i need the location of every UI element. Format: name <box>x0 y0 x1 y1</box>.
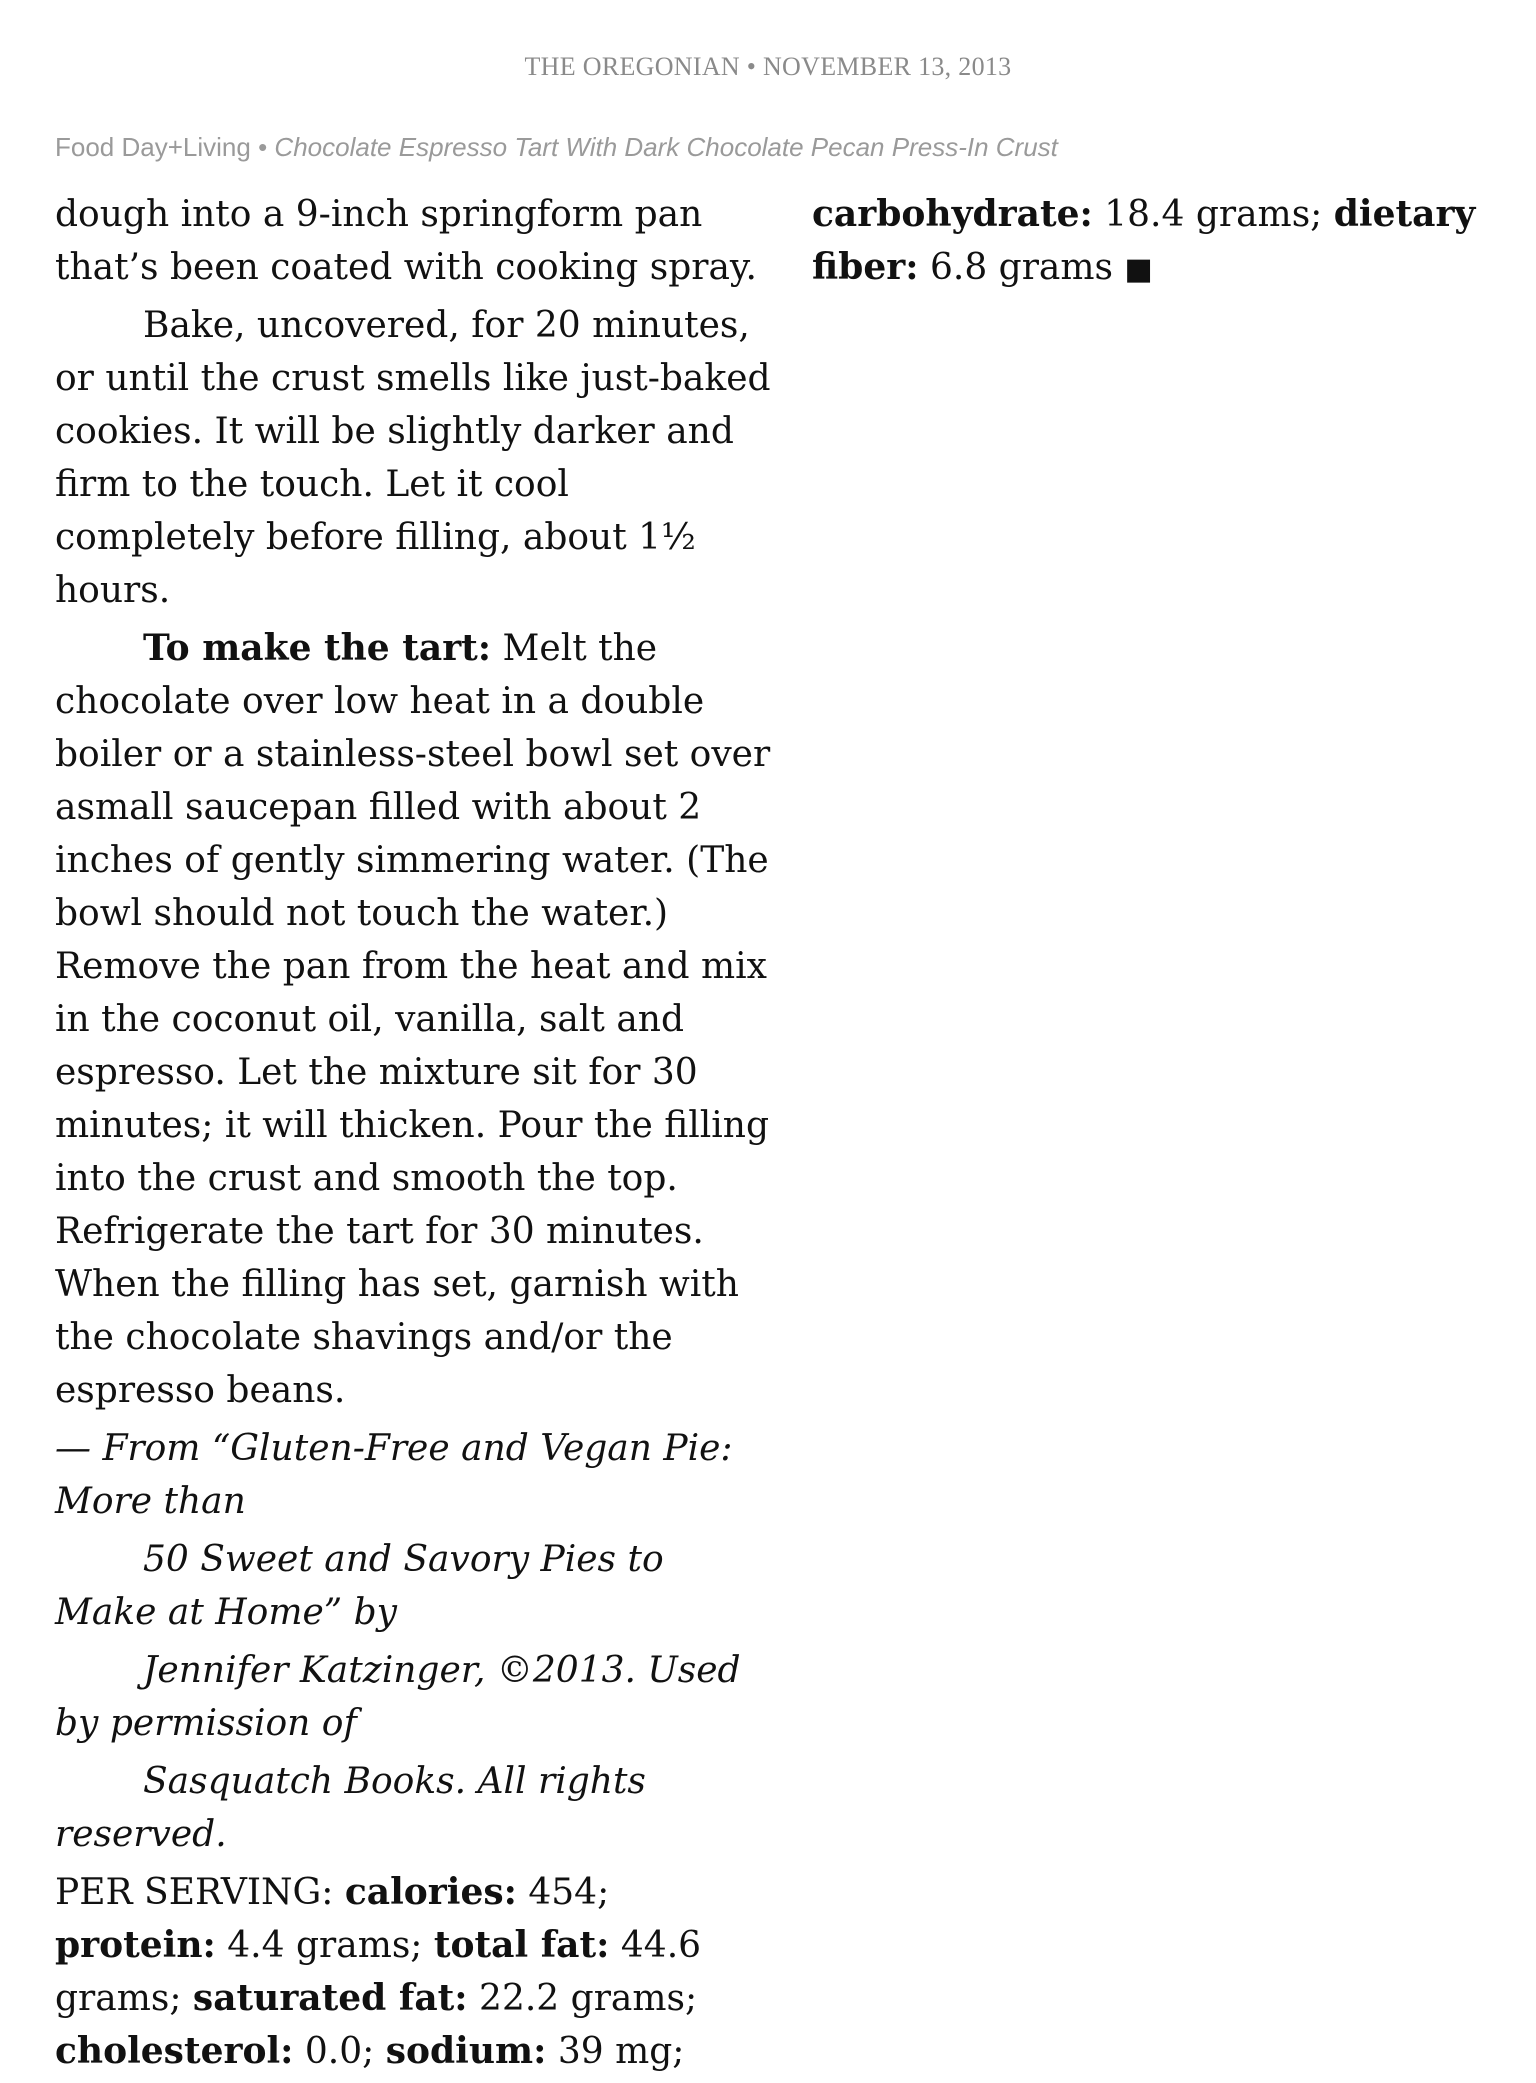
nutrition-label: cholesterol: <box>55 2030 294 2072</box>
nutrition-value: 18.4 grams; <box>1104 194 1323 235</box>
body-paragraph <box>55 622 775 1417</box>
nutrition-value: 6.8 grams <box>929 247 1113 288</box>
nutrition-intro: PER SERVING: <box>55 1872 334 1913</box>
article-column-right <box>812 188 1512 301</box>
nutrition-value: 39 mg; <box>557 2031 685 2072</box>
breadcrumb-separator: • <box>258 132 268 162</box>
nutrition-label: protein: <box>55 1924 216 1966</box>
step-label: To make the tart: <box>143 627 492 669</box>
breadcrumb <box>55 132 1495 163</box>
nutrition-value: 44.6 grams; <box>55 1925 702 2019</box>
credit-line: 50 Sweet and Savory Pies to Make at Home” by <box>55 1539 664 1633</box>
breadcrumb-article-title: Chocolate Espresso Tart With Dark Chocolate Pecan Press-In Crust <box>274 132 1058 162</box>
nutrition-label: sodium: <box>385 2030 547 2072</box>
step-text: Melt the chocolate over low heat in a double boiler or a stainless-steel bowl set over asmall saucepan filled with about 2 inches of gently simmering water. (The bowl should not touch the water.) Remove the pan from the heat and mix in the coconut oil, vanilla, salt and espresso. Let the mixture sit for 30 minutes; it will thicken. Pour the filling into the crust and smooth the top. Refrigerate the tart for 30 minutes. When the filling has set, garnish with the chocolate shavings and/or the espresso beans. <box>55 628 771 1411</box>
nutrition-value: 454; <box>528 1872 610 1913</box>
credit-line: — From “Gluten-Free and Vegan Pie: More than <box>55 1428 733 1522</box>
body-paragraph: Bake, uncovered, for 20 minutes, or until the crust smells like just-baked cookies. It will be slightly darker and firm to the touch. Let it cool completely before filling, about 1½ hours. <box>55 305 771 611</box>
nutrition-value: 4.4 grams; <box>227 1925 423 1966</box>
end-of-article-icon: ■ <box>1124 252 1153 287</box>
nutrition-info <box>55 1866 775 2078</box>
body-paragraph: dough into a 9-inch springform pan that’s been coated with cooking spray. <box>55 194 757 288</box>
credit-line: Sasquatch Books. All rights reserved. <box>55 1761 646 1855</box>
nutrition-label: calories: <box>344 1871 517 1913</box>
nutrition-value: 22.2 grams; <box>479 1978 698 2019</box>
credit-line: Jennifer Katzinger, ©2013. Used by permission of <box>55 1650 741 1744</box>
nutrition-info-continued <box>812 188 1512 296</box>
nutrition-value: 0.0; <box>304 2031 375 2072</box>
breadcrumb-section[interactable]: Food Day+Living <box>55 132 251 162</box>
nutrition-label: saturated fat: <box>192 1977 468 2019</box>
nutrition-label: carbohydrate: <box>812 193 1093 235</box>
nutrition-label: total fat: <box>433 1924 610 1966</box>
nutrition-label: dietary fiber: <box>812 193 1476 288</box>
article-column-left <box>55 188 775 2083</box>
masthead: THE OREGONIAN • NOVEMBER 13, 2013 <box>524 52 1012 81</box>
